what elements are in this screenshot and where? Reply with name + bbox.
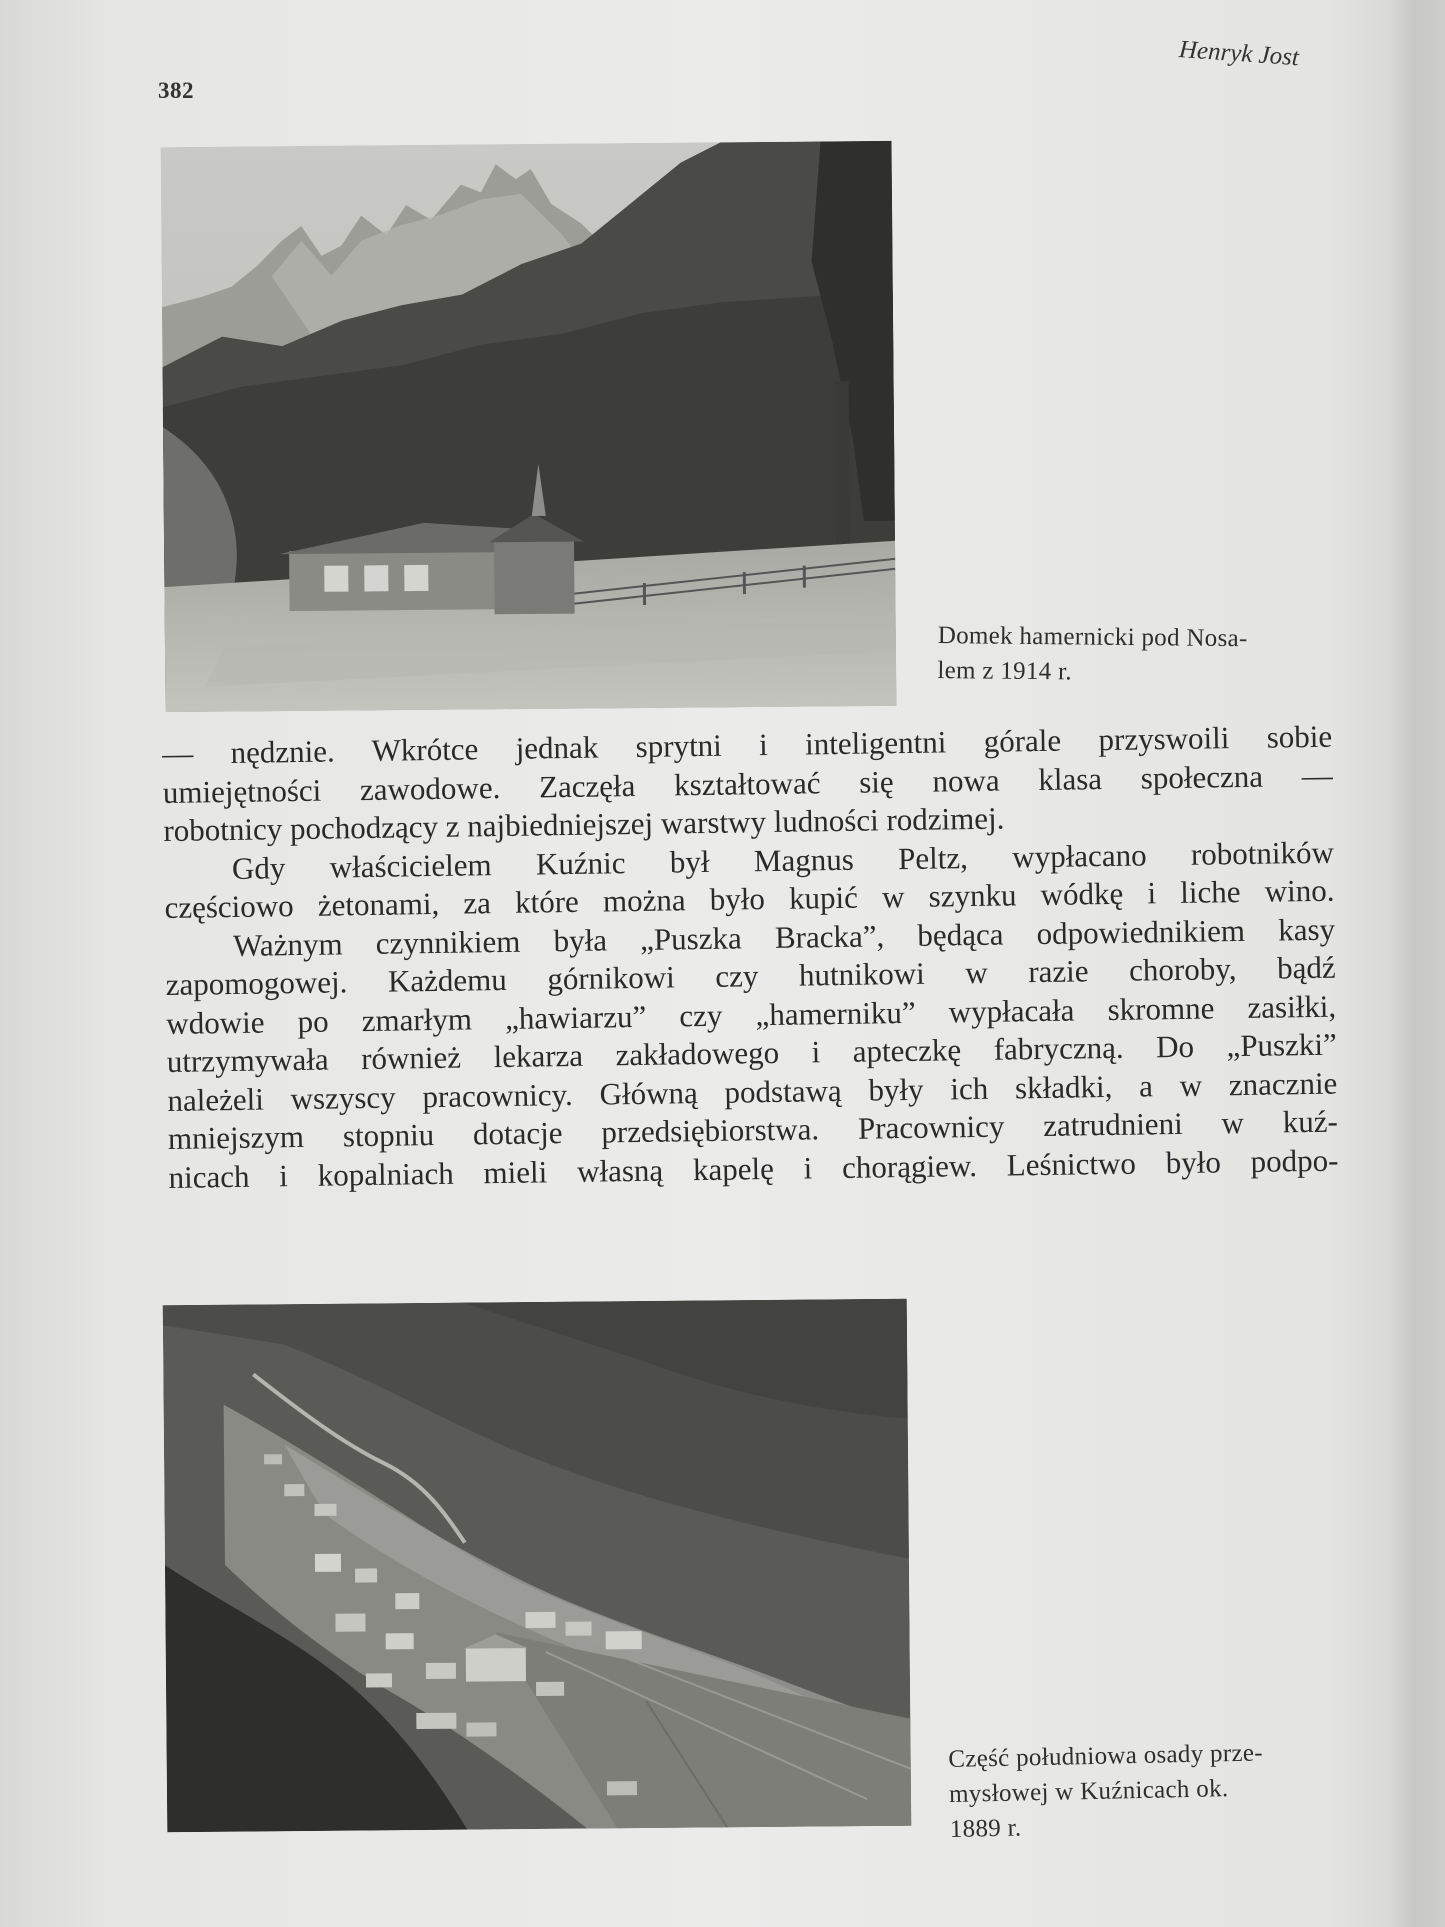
body-text (162, 717, 1349, 1196)
page-number: 382 (158, 78, 194, 103)
photo-cottage-under-nosal (161, 141, 897, 712)
body-line: częściowo żetonami, za które można było kupić w szynku wódkę i liche wino. (164, 872, 1335, 925)
body-line: mniejszym stopniu dotacje przedsiębiorstwa. Pracownicy zatrudnieni w kuź- (167, 1103, 1339, 1156)
figure-2-caption-line: mysłowej w Kuźnicach ok. (948, 1775, 1229, 1808)
photo-kuznice-settlement (163, 1299, 912, 1832)
body-line: nicach i kopalniach mieli własną kapelę i chorągiew. Leśnictwo było podpo- (168, 1142, 1339, 1195)
body-line: robotnicy pochodzący z najbiedniejszej warstwy ludności rodzimej. (163, 800, 1005, 848)
page-edge-shadow (1390, 0, 1445, 1927)
body-line: utrzymywała również lekarza zakładowego i apteczkę fabryczną. Do „Puszki” (166, 1026, 1337, 1079)
body-line: należeli wszyscy pracownicy. Główną podstawą były ich składki, a w znacznie (167, 1065, 1338, 1118)
body-line: zapomogowej. Każdemu górnikowi czy hutnikowi w razie choroby, bądź (165, 949, 1336, 1002)
body-line: umiejętności zawodowe. Zaczęła kształtować się nowa klasa społeczna — (162, 757, 1333, 810)
figure-2-caption-line: Część południowa osady prze- (948, 1739, 1264, 1773)
figure-1-caption-line: Domek hamernicki pod Nosa- (937, 621, 1248, 653)
running-head-author: Henryk Jost (1178, 36, 1300, 72)
figure-1-caption (937, 618, 1358, 692)
body-line: — nędznie. Wkrótce jednak sprytni i inteligentni górale przyswoili sobie (162, 718, 1333, 771)
body-line: Ważnym czynnikiem była „Puszka Bracka”, będąca odpowiednikiem kasy (232, 911, 1336, 963)
figure-2-caption-line: 1889 r. (949, 1814, 1022, 1843)
body-line: wdowie po zmarłym „hawiarzu” czy „hamerniku” wypłacała skromne zasiłki, (166, 988, 1337, 1041)
figure-2-caption (948, 1734, 1350, 1847)
body-line: Gdy właścicielem Kuźnic był Magnus Peltz, wypłacano robotników (231, 834, 1335, 886)
figure-1-caption-line: lem z 1914 r. (937, 656, 1073, 686)
